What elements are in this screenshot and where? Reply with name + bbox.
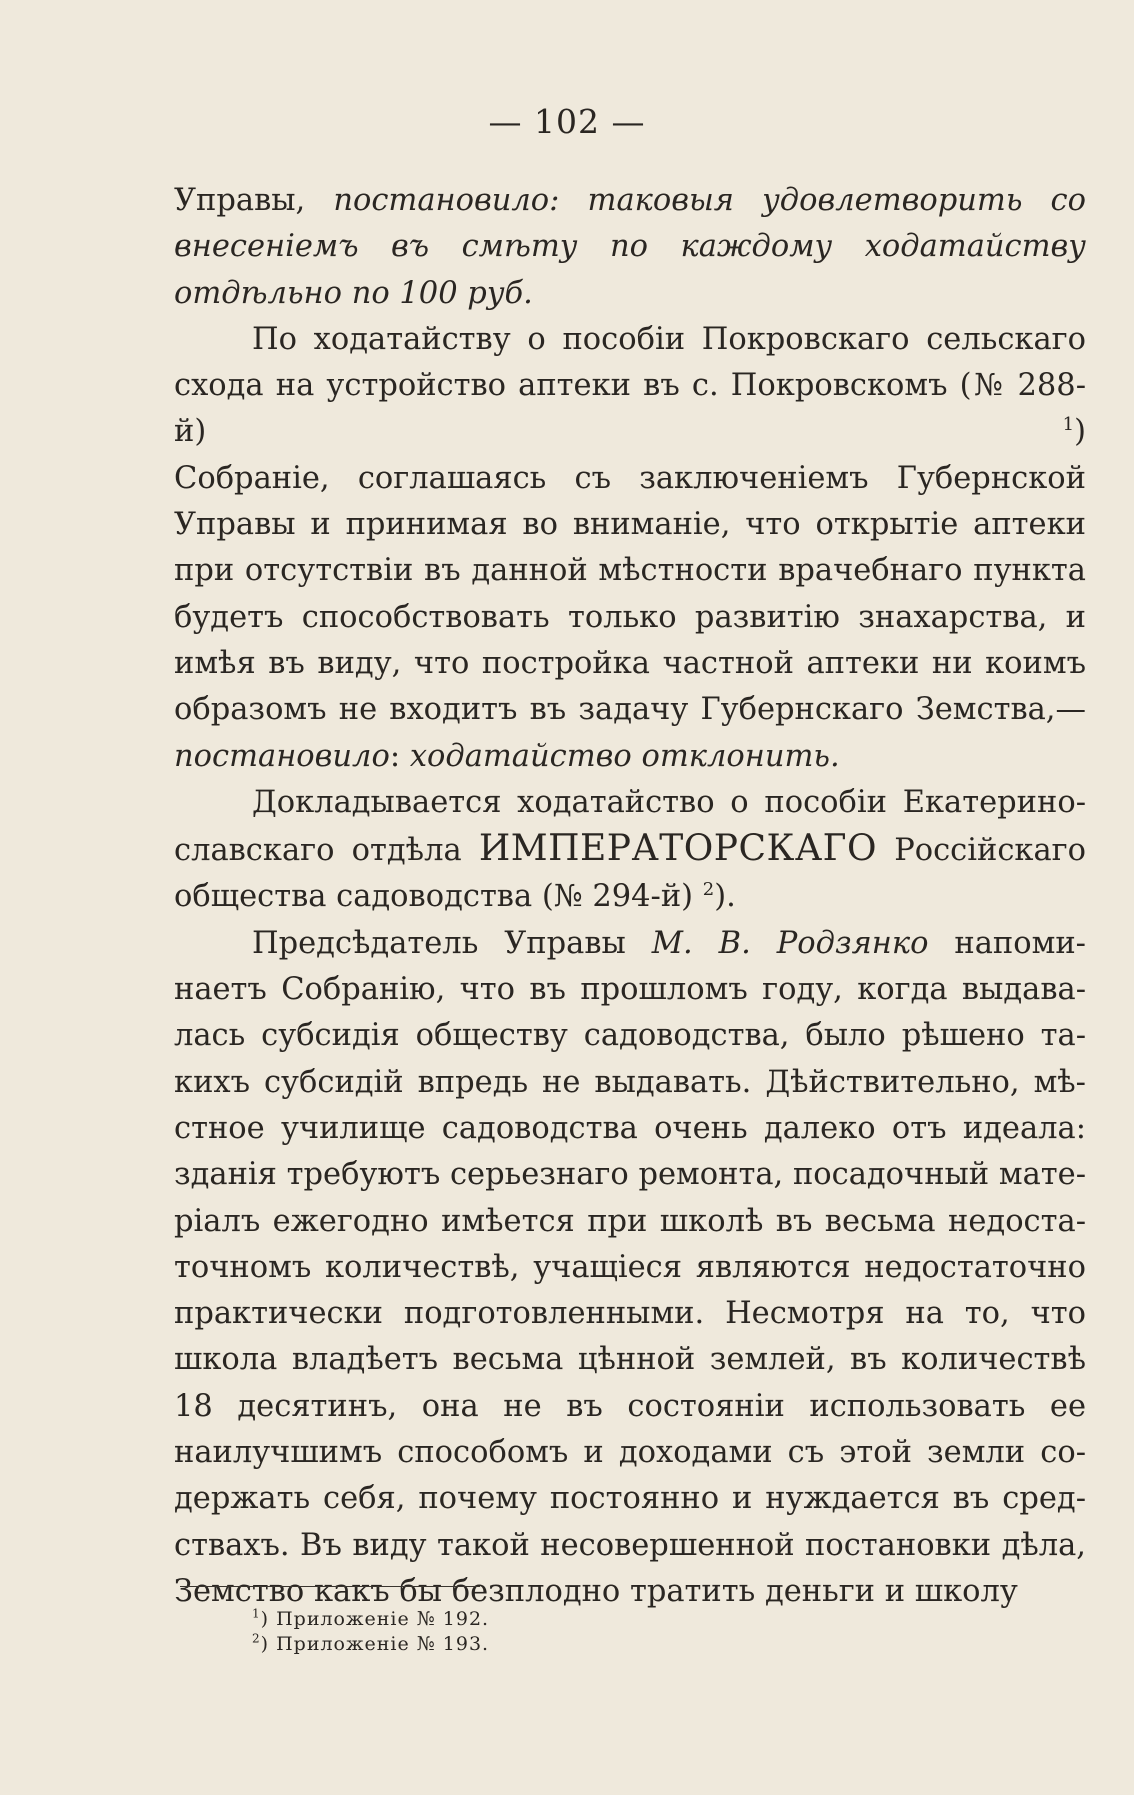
text-run: зданія требуютъ серьезнаго ремонта, посадочный мате-: [174, 1157, 1086, 1193]
text-line: [174, 224, 1086, 270]
text-run: По ходатайству о пособіи Покровскаго сельскаго: [252, 321, 1086, 357]
text-run: ): [1074, 414, 1086, 450]
text-run: Предсѣдатель Управы: [252, 925, 652, 961]
text-run: Россійскаго: [877, 833, 1087, 869]
text-run: Управы и принимая во вниманіе, что открытіе аптеки: [174, 507, 1086, 543]
text-run: будетъ способствовать только развитію знахарства, и: [174, 599, 1086, 635]
footnote-rule: [180, 1586, 480, 1587]
text-line: [174, 271, 1086, 317]
text-run: общества садоводства (№ 294-й): [174, 879, 703, 915]
text-line: [174, 456, 1086, 502]
text-line: [174, 826, 1086, 874]
footnotes: [252, 1607, 489, 1657]
text-line: [174, 595, 1086, 641]
text-line: [174, 1060, 1086, 1106]
text-line: [174, 734, 1086, 780]
footnote: [252, 1632, 489, 1657]
text-line: [174, 1291, 1086, 1337]
text-run: схода на устройство аптеки въ с. Покровскомъ (№ 288-й): [174, 368, 1086, 450]
text-run: ходатайство отклонить.: [409, 738, 840, 774]
text-run: школа владѣетъ весьма цѣнной землей, въ количествѣ: [174, 1342, 1086, 1378]
text-run: образомъ не входитъ въ задачу Губернскаго Земства,—: [174, 692, 1086, 728]
text-run: кихъ субсидій впредь не выдавать. Дѣйствительно, мѣ-: [174, 1064, 1086, 1100]
text-run: отдѣльно по 100 руб.: [174, 275, 533, 311]
text-run: постановило: [174, 738, 390, 774]
text-run: Докладывается ходатайство о пособіи Екатерино-: [252, 784, 1086, 820]
text-line: [174, 1199, 1086, 1245]
page-body: [174, 178, 1086, 1615]
text-line: [174, 317, 1086, 363]
text-line: [174, 1337, 1086, 1383]
text-line: [174, 874, 1086, 920]
text-line: [174, 967, 1086, 1013]
text-line: [174, 1245, 1086, 1291]
text-run: ИМПЕРАТОРСКАГО: [478, 828, 878, 870]
text-run: держать себя, почему постоянно и нуждается въ сред-: [174, 1481, 1086, 1517]
text-line: [174, 363, 1086, 456]
text-run: славскаго отдѣла: [174, 833, 479, 869]
text-run: практически подготовленными. Несмотря на то, что: [174, 1296, 1086, 1332]
text-line: [174, 1384, 1086, 1430]
text-run: Управы,: [174, 183, 334, 218]
text-run: 18 десятинъ, она не въ состояніи использовать ее: [174, 1388, 1086, 1424]
text-run: имѣя въ виду, что постройка частной аптеки ни коимъ: [174, 645, 1086, 681]
text-line: [174, 1476, 1086, 1522]
text-line: [174, 178, 1086, 224]
text-run: постановило: таковыя удовлетворить со: [333, 183, 1086, 218]
text-line: [174, 1013, 1086, 1059]
text-run: внесеніемъ въ смѣту по каждому ходатайству: [174, 229, 1086, 265]
text-run: М. В. Родзянко: [651, 925, 929, 961]
text-line: [174, 687, 1086, 733]
footnote-mark: 1: [252, 1606, 261, 1621]
text-run: :: [389, 738, 410, 774]
text-run: ).: [714, 879, 736, 915]
footnote-mark: 2: [252, 1631, 261, 1646]
text-run: при отсутствіи въ данной мѣстности врачебнаго пункта: [174, 553, 1086, 589]
text-line: [174, 1152, 1086, 1198]
text-run: точномъ количествѣ, учащіеся являются недостаточно: [174, 1249, 1086, 1285]
footnote: [252, 1607, 489, 1632]
footnote-text: ) Приложеніе № 192.: [260, 1608, 490, 1630]
text-line: [174, 641, 1086, 687]
footnote-ref: 2: [702, 879, 715, 901]
text-line: [174, 1523, 1086, 1569]
text-run: ствахъ. Въ виду такой несовершенной постановки дѣла,: [174, 1527, 1086, 1563]
text-run: Собраніе, соглашаясь съ заключеніемъ Губернской: [174, 460, 1086, 496]
footnote-text: ) Приложеніе № 193.: [260, 1633, 490, 1655]
text-run: напоми-: [928, 925, 1086, 961]
page-number: — 102 —: [488, 102, 646, 141]
text-line: [174, 1106, 1086, 1152]
text-line: [174, 548, 1086, 594]
text-run: наилучшимъ способомъ и доходами съ этой земли со-: [174, 1435, 1086, 1471]
text-run: лась субсидія обществу садоводства, было рѣшено та-: [174, 1018, 1086, 1054]
text-line: [174, 502, 1086, 548]
text-run: Земство какъ бы безплодно тратить деньги и школу: [174, 1573, 1018, 1609]
text-run: наетъ Собранію, что въ прошломъ году, когда выдава-: [174, 972, 1086, 1008]
text-line: [174, 1430, 1086, 1476]
text-line: [174, 780, 1086, 826]
text-run: ріалъ ежегодно имѣется при школѣ въ весьма недоста-: [174, 1203, 1086, 1239]
text-line: [174, 921, 1086, 967]
text-run: стное училище садоводства очень далеко отъ идеала:: [174, 1110, 1086, 1146]
footnote-ref: 1: [1062, 414, 1075, 436]
